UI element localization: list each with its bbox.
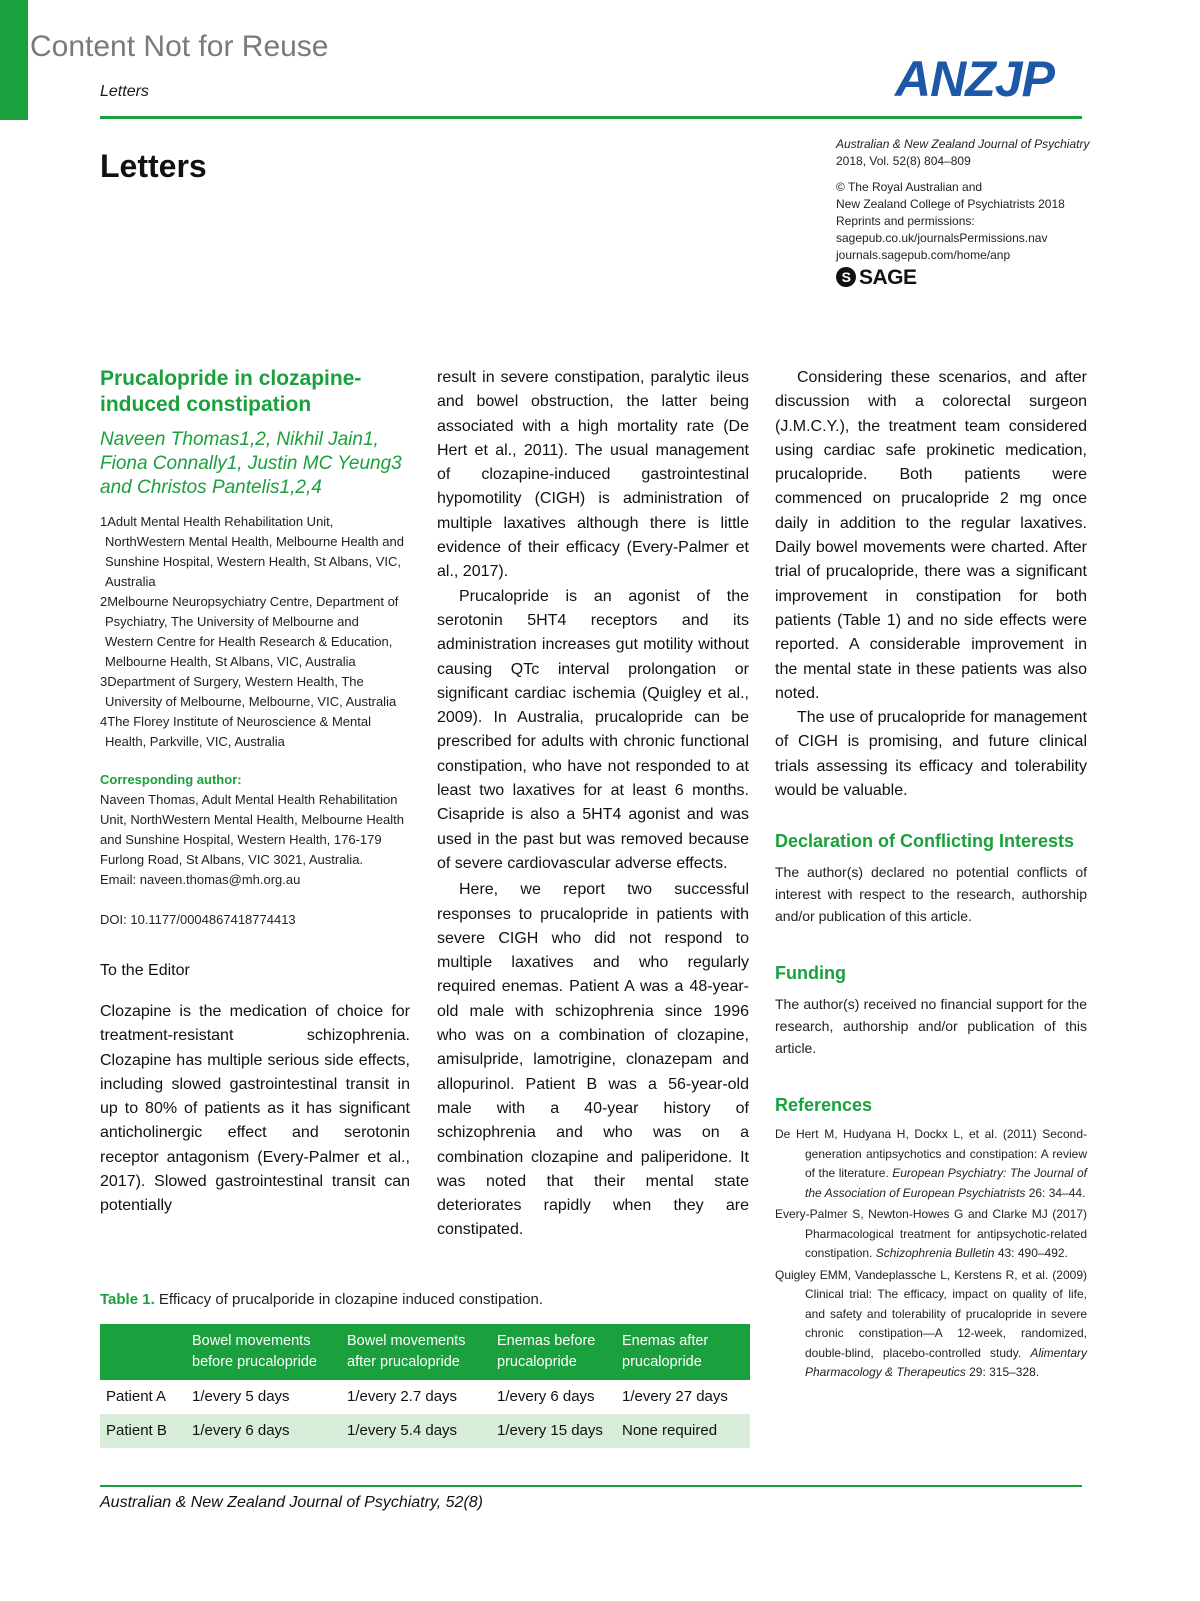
footer-rule [100, 1485, 1082, 1487]
table-cell: 1/every 6 days [497, 1388, 595, 1405]
table-row [100, 1380, 750, 1414]
affiliations [100, 512, 410, 752]
journal-info [836, 136, 1096, 287]
section-title: Letters [100, 148, 207, 184]
table-row [100, 1414, 750, 1448]
accent-bar [0, 0, 28, 120]
column-3 [775, 366, 1087, 1385]
journal-logo: ANZJP [895, 51, 1054, 107]
body-paragraph-5: The use of prucalopride for management of CIGH is promising, and future clinical trials assessing its efficacy and tolerability would be valuable. [775, 709, 1087, 800]
table-cell: 1/every 5.4 days [347, 1422, 458, 1439]
publisher-name: SAGE [859, 265, 917, 289]
salutation: To the Editor [100, 962, 190, 979]
body-paragraph-2: Prucalopride is an agonist of the serotonin 5HT4 receptors and its administration increases gut motility without causing QTc interval prolongation or significant cardiac ischemia (Quigley et al., 2009). In Australia, prucalopride can be prescribed for adults with chronic functional constipation, who have not responded to at least two laxatives for at least 6 months. Cisapride is also a 5HT4 agonist and was used in the past but was removed because of severe cardiovascular adverse effects. [437, 587, 749, 872]
reference-item: De Hert M, Hudyana H, Dockx L, et al. (2011) Second-generation antipsychotics and constipation: A review of the literature. European Psychiatry: The Journal of the Association of European Psychiatrists 26: 34–44. [775, 1127, 1087, 1200]
body-paragraph-1-continued: result in severe constipation, paralytic ileus and bowel obstruction, the latter being associated with a high mortality rate (De Hert et al., 2011). The usual management of clozapine-induced gastrointestinal hypomotility (CIGH) is administration of multiple laxatives although there is little evidence of their efficacy (Every-Palmer et al., 2017). [437, 369, 749, 581]
corresponding-author-address: Naveen Thomas, Adult Mental Health Rehabilitation Unit, NorthWestern Mental Health, Melbourne Health and Sunshine Hospital, Western Health, 176-179 Furlong Road, St Albans, VIC 3021, Australia. [100, 792, 404, 867]
efficacy-table [100, 1324, 750, 1448]
journal-volume: 2018, Vol. 52(8) 804–809 [836, 154, 971, 168]
table-cell: 1/every 6 days [192, 1422, 290, 1439]
table-cell: 1/every 5 days [192, 1388, 290, 1405]
table-caption-text: Efficacy of prucalporide in clozapine induced constipation. [158, 1291, 544, 1308]
corresponding-author-email[interactable]: Email: naveen.thomas@mh.org.au [100, 872, 301, 887]
table-header-cell: Enemas after prucalopride [622, 1333, 709, 1370]
journal-name: Australian & New Zealand Journal of Psychiatry [836, 137, 1090, 151]
table-header-cell: Bowel movements before prucalopride [192, 1333, 317, 1370]
table-header-row [100, 1324, 750, 1380]
doi[interactable]: DOI: 10.1177/0004867418774413 [100, 912, 296, 927]
permissions-link[interactable]: sagepub.co.uk/journalsPermissions.nav [836, 231, 1048, 245]
reprints-label: Reprints and permissions: [836, 214, 975, 228]
body-paragraph-4: Considering these scenarios, and after discussion with a colorectal surgeon (J.M.C.Y.), the treatment team considered using cardiac safe prokinetic medication, prucalopride. Both patients were commenced on prucalopride 2 mg once daily in addition to the regular laxatives. Daily bowel movements were charted. After trial of prucalopride, there was a significant improvement in constipation for both patients (Table 1) and no side effects were reported. A considerable improvement in the mental state in these patients was also noted. [775, 369, 1087, 702]
coi-heading: Declaration of Conflicting Interests [775, 831, 1075, 852]
table-header-cell [100, 1324, 186, 1380]
publisher-logo [836, 267, 1096, 287]
journal-link[interactable]: journals.sagepub.com/home/anp [836, 248, 1011, 262]
table-cell: Patient B [106, 1422, 167, 1439]
affiliation-item: 4The Florey Institute of Neuroscience & Mental Health, Parkville, VIC, Australia [100, 714, 371, 749]
reference-item: Every-Palmer S, Newton-Howes G and Clarke MJ (2017) Pharmacological treatment for antipsychotic-related constipation. Schizophrenia Bulletin 43: 490–492. [775, 1207, 1087, 1261]
table-cell: 1/every 15 days [497, 1422, 603, 1439]
table-label: Table 1. [100, 1291, 155, 1308]
column-1 [100, 366, 410, 1219]
table-cell: 1/every 27 days [622, 1388, 728, 1405]
body-paragraph-1: Clozapine is the medication of choice for treatment-resistant schizophrenia. Clozapine has multiple serious side effects, including slowed gastrointestinal transit in up to 80% of patients as it has significant anticholinergic effect and serotonin receptor antagonism (Every-Palmer et al., 2017). Slowed gastrointestinal transit can potentially [100, 1003, 410, 1215]
copyright-line-2: New Zealand College of Psychiatrists 2018 [836, 197, 1065, 211]
table-header-cell: Enemas before prucalopride [497, 1333, 596, 1370]
affiliation-item: 1Adult Mental Health Rehabilitation Unit, NorthWestern Mental Health, Melbourne Health and Sunshine Hospital, Western Health, St Albans, VIC, Australia [100, 514, 404, 589]
corresponding-author-heading: Corresponding author: [100, 772, 242, 787]
footer-citation: Australian & New Zealand Journal of Psychiatry, 52(8) [100, 1494, 483, 1511]
header-rule [100, 116, 1082, 119]
table-cell: 1/every 2.7 days [347, 1388, 458, 1405]
table-1 [100, 1290, 750, 1448]
reference-item: Quigley EMM, Vandeplassche L, Kerstens R, et al. (2009) Clinical trial: The efficacy, impact on quality of life, and safety and tolerability of prucalopride in severe chronic constipation—A 12-week, randomized, double-blind, placebo-controlled study. Alimentary Pharmacology & Therapeutics 29: 315–328. [775, 1267, 1087, 1380]
coi-text: The author(s) declared no potential conflicts of interest with respect to the research, authorship and/or publication of this article. [775, 864, 1087, 925]
copyright-line-1: © The Royal Australian and [836, 180, 983, 194]
reference-list [775, 1125, 1087, 1383]
funding-text: The author(s) received no financial support for the research, authorship and/or publication of this article. [775, 996, 1087, 1057]
affiliation-item: 2Melbourne Neuropsychiatry Centre, Department of Psychiatry, The University of Melbourne and Western Centre for Health Research & Education, Melbourne Health, St Albans, VIC, Australia [100, 594, 399, 669]
article-title: Prucalopride in clozapine-induced constipation [100, 367, 362, 416]
funding-heading: Funding [775, 963, 846, 984]
references-heading: References [775, 1095, 873, 1116]
sage-icon: S [836, 267, 856, 287]
body-paragraph-3: Here, we report two successful responses to prucalopride in patients with severe CIGH who did not respond to multiple laxatives and who regularly required enemas. Patient A was a 48-year-old male with schizophrenia since 1996 who was on a combination of clozapine, amisulpride, lamotrigine, clonazepam and allopurinol. Patient B was a 56-year-old male with a 40-year history of schizophrenia and who was on a combination clozapine and paliperidone. It was noted that their mental state deteriorates rapidly when they are constipated. [437, 881, 749, 1239]
table-cell: None required [622, 1422, 718, 1439]
watermark: Content Not for Reuse [30, 30, 329, 63]
running-head: Letters [100, 83, 149, 100]
table-caption [100, 1290, 750, 1310]
table-header-cell: Bowel movements after prucalopride [347, 1333, 466, 1370]
author-list: Naveen Thomas1,2, Nikhil Jain1, Fiona Connally1, Justin MC Yeung3 and Christos Pantelis1,2,4 [100, 429, 402, 498]
column-2 [437, 366, 749, 1243]
affiliation-item: 3Department of Surgery, Western Health, The University of Melbourne, Melbourne, VIC, Australia [100, 674, 397, 709]
table-cell: Patient A [106, 1388, 167, 1405]
